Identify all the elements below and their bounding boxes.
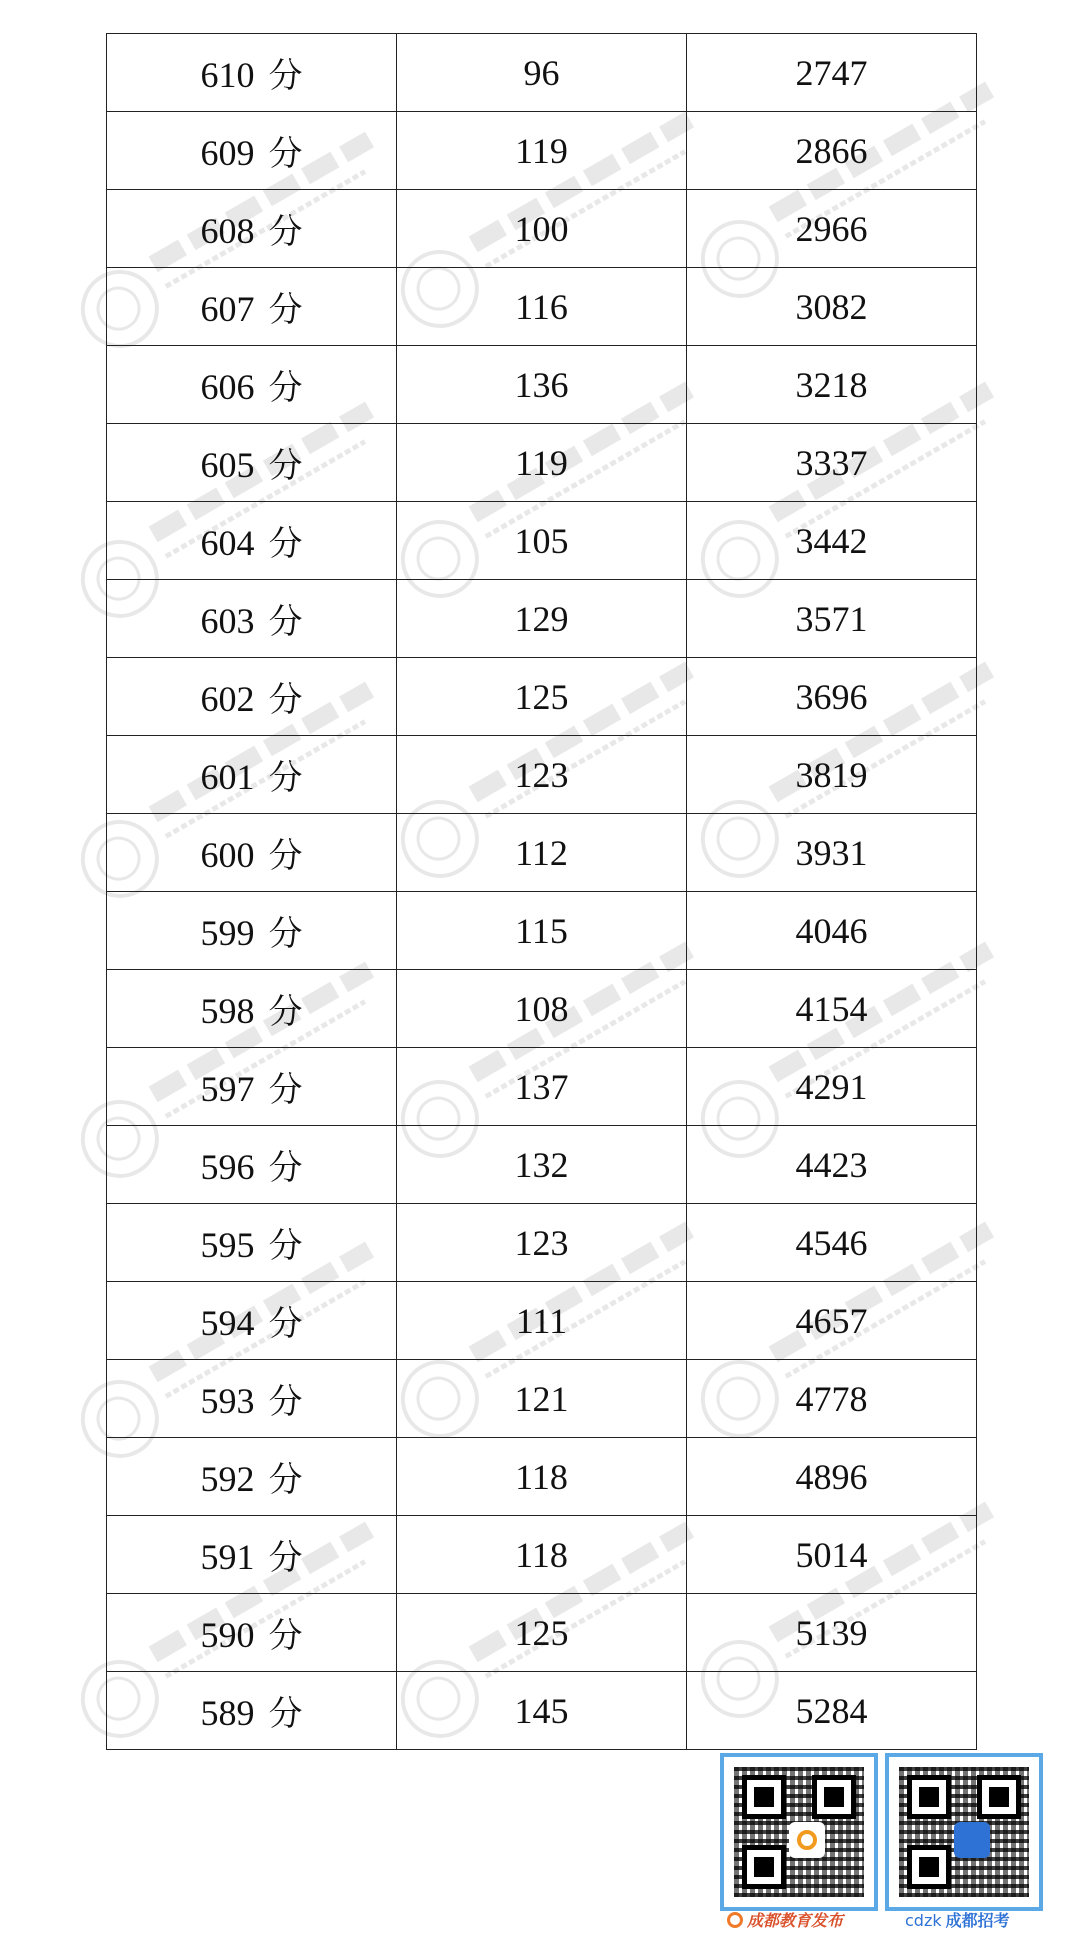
table-row [107, 1594, 977, 1672]
score-cell [107, 112, 397, 190]
score-unit: 分 [268, 446, 303, 486]
score-unit: 分 [268, 1382, 303, 1422]
cumulative-cell: 2966 [687, 190, 977, 268]
score-cell [107, 580, 397, 658]
score-value: 599 [200, 913, 255, 953]
cumulative-cell: 5139 [687, 1594, 977, 1672]
score-unit: 分 [268, 758, 303, 798]
table-row [107, 1048, 977, 1126]
score-unit: 分 [268, 1460, 303, 1500]
table-row [107, 970, 977, 1048]
cumulative-cell: 3442 [687, 502, 977, 580]
score-cell [107, 190, 397, 268]
qr-code-pattern [899, 1767, 1029, 1897]
table-row [107, 502, 977, 580]
score-value: 602 [200, 679, 255, 719]
table-row [107, 1360, 977, 1438]
count-cell: 108 [397, 970, 687, 1048]
table-row [107, 1438, 977, 1516]
caption-text: 成都教育发布 [747, 1911, 844, 1930]
score-value: 592 [200, 1459, 255, 1499]
cumulative-cell: 4423 [687, 1126, 977, 1204]
table-row [107, 892, 977, 970]
score-cell [107, 1360, 397, 1438]
count-cell: 118 [397, 1516, 687, 1594]
score-cell [107, 1594, 397, 1672]
score-value: 597 [200, 1069, 255, 1109]
score-value: 590 [200, 1615, 255, 1655]
table-row [107, 1516, 977, 1594]
cumulative-cell: 3218 [687, 346, 977, 424]
cumulative-cell: 4154 [687, 970, 977, 1048]
cumulative-cell: 3931 [687, 814, 977, 892]
cumulative-cell: 2866 [687, 112, 977, 190]
score-cell [107, 1672, 397, 1750]
caption-text: 成都招考 [945, 1911, 1010, 1930]
score-value: 605 [200, 445, 255, 485]
score-unit: 分 [268, 836, 303, 876]
score-unit: 分 [268, 1616, 303, 1656]
score-cell [107, 736, 397, 814]
qr-code-chengdu-zhaokao[interactable] [885, 1753, 1043, 1911]
score-distribution-table [106, 33, 977, 1750]
cumulative-cell: 3696 [687, 658, 977, 736]
qr-finder-icon [742, 1845, 786, 1889]
cumulative-cell: 4046 [687, 892, 977, 970]
table-row [107, 112, 977, 190]
score-value: 591 [200, 1537, 255, 1577]
score-unit: 分 [268, 1148, 303, 1188]
score-unit: 分 [268, 1538, 303, 1578]
score-unit: 分 [268, 212, 303, 252]
cumulative-cell: 3082 [687, 268, 977, 346]
score-unit: 分 [268, 290, 303, 330]
score-value: 603 [200, 601, 255, 641]
score-unit: 分 [268, 914, 303, 954]
score-unit: 分 [268, 368, 303, 408]
cumulative-cell: 4778 [687, 1360, 977, 1438]
count-cell: 125 [397, 658, 687, 736]
cdzk-brand-text: cdzk [905, 1911, 942, 1930]
score-value: 608 [200, 211, 255, 251]
score-unit: 分 [268, 1070, 303, 1110]
qr-code-chengdu-education[interactable] [720, 1753, 878, 1911]
score-value: 593 [200, 1381, 255, 1421]
table-row [107, 190, 977, 268]
score-value: 596 [200, 1147, 255, 1187]
qr-caption-chengdu-education [727, 1908, 843, 1931]
cumulative-cell: 4657 [687, 1282, 977, 1360]
score-unit: 分 [268, 1226, 303, 1266]
qr-finder-icon [742, 1775, 786, 1819]
table-row [107, 1204, 977, 1282]
score-value: 598 [200, 991, 255, 1031]
score-cell [107, 1204, 397, 1282]
count-cell: 123 [397, 1204, 687, 1282]
table-row [107, 814, 977, 892]
table-row [107, 580, 977, 658]
count-cell: 111 [397, 1282, 687, 1360]
score-value: 607 [200, 289, 255, 329]
score-cell [107, 346, 397, 424]
score-cell [107, 814, 397, 892]
count-cell: 119 [397, 112, 687, 190]
qr-caption-chengdu-zhaokao [905, 1908, 1010, 1931]
score-unit: 分 [268, 56, 303, 96]
score-unit: 分 [268, 134, 303, 174]
count-cell: 129 [397, 580, 687, 658]
score-value: 604 [200, 523, 255, 563]
score-unit: 分 [268, 992, 303, 1032]
cumulative-cell: 3571 [687, 580, 977, 658]
count-cell: 121 [397, 1360, 687, 1438]
cumulative-cell: 5284 [687, 1672, 977, 1750]
table-row [107, 268, 977, 346]
count-cell: 125 [397, 1594, 687, 1672]
qr-finder-icon [812, 1775, 856, 1819]
score-cell [107, 1126, 397, 1204]
table-row [107, 1672, 977, 1750]
count-cell: 136 [397, 346, 687, 424]
score-cell [107, 892, 397, 970]
score-unit: 分 [268, 1304, 303, 1344]
score-cell [107, 34, 397, 112]
count-cell: 145 [397, 1672, 687, 1750]
count-cell: 132 [397, 1126, 687, 1204]
count-cell: 105 [397, 502, 687, 580]
table-row [107, 736, 977, 814]
score-cell [107, 1048, 397, 1126]
score-cell [107, 502, 397, 580]
table-row [107, 346, 977, 424]
score-cell [107, 1438, 397, 1516]
chengdu-education-logo-icon [727, 1912, 743, 1928]
table-row [107, 1282, 977, 1360]
qr-finder-icon [907, 1845, 951, 1889]
cumulative-cell: 4896 [687, 1438, 977, 1516]
count-cell: 119 [397, 424, 687, 502]
score-value: 600 [200, 835, 255, 875]
qr-finder-icon [907, 1775, 951, 1819]
table-row [107, 1126, 977, 1204]
count-cell: 118 [397, 1438, 687, 1516]
count-cell: 115 [397, 892, 687, 970]
score-value: 601 [200, 757, 255, 797]
count-cell: 137 [397, 1048, 687, 1126]
score-cell [107, 1516, 397, 1594]
score-unit: 分 [268, 680, 303, 720]
count-cell: 100 [397, 190, 687, 268]
score-cell [107, 1282, 397, 1360]
count-cell: 116 [397, 268, 687, 346]
table-row [107, 424, 977, 502]
cumulative-cell: 4291 [687, 1048, 977, 1126]
score-unit: 分 [268, 524, 303, 564]
qr-code-pattern [734, 1767, 864, 1897]
count-cell: 96 [397, 34, 687, 112]
score-value: 589 [200, 1693, 255, 1733]
cumulative-cell: 3819 [687, 736, 977, 814]
score-unit: 分 [268, 602, 303, 642]
score-value: 610 [200, 55, 255, 95]
count-cell: 112 [397, 814, 687, 892]
score-cell [107, 658, 397, 736]
cumulative-cell: 3337 [687, 424, 977, 502]
table-row [107, 34, 977, 112]
score-cell [107, 268, 397, 346]
score-value: 595 [200, 1225, 255, 1265]
score-cell [107, 424, 397, 502]
qr-logo-icon [789, 1822, 825, 1858]
score-unit: 分 [268, 1694, 303, 1734]
count-cell: 123 [397, 736, 687, 814]
cumulative-cell: 2747 [687, 34, 977, 112]
qr-logo-icon [954, 1822, 990, 1858]
table-row [107, 658, 977, 736]
score-value: 606 [200, 367, 255, 407]
score-value: 594 [200, 1303, 255, 1343]
cumulative-cell: 5014 [687, 1516, 977, 1594]
score-value: 609 [200, 133, 255, 173]
score-cell [107, 970, 397, 1048]
cumulative-cell: 4546 [687, 1204, 977, 1282]
qr-finder-icon [977, 1775, 1021, 1819]
